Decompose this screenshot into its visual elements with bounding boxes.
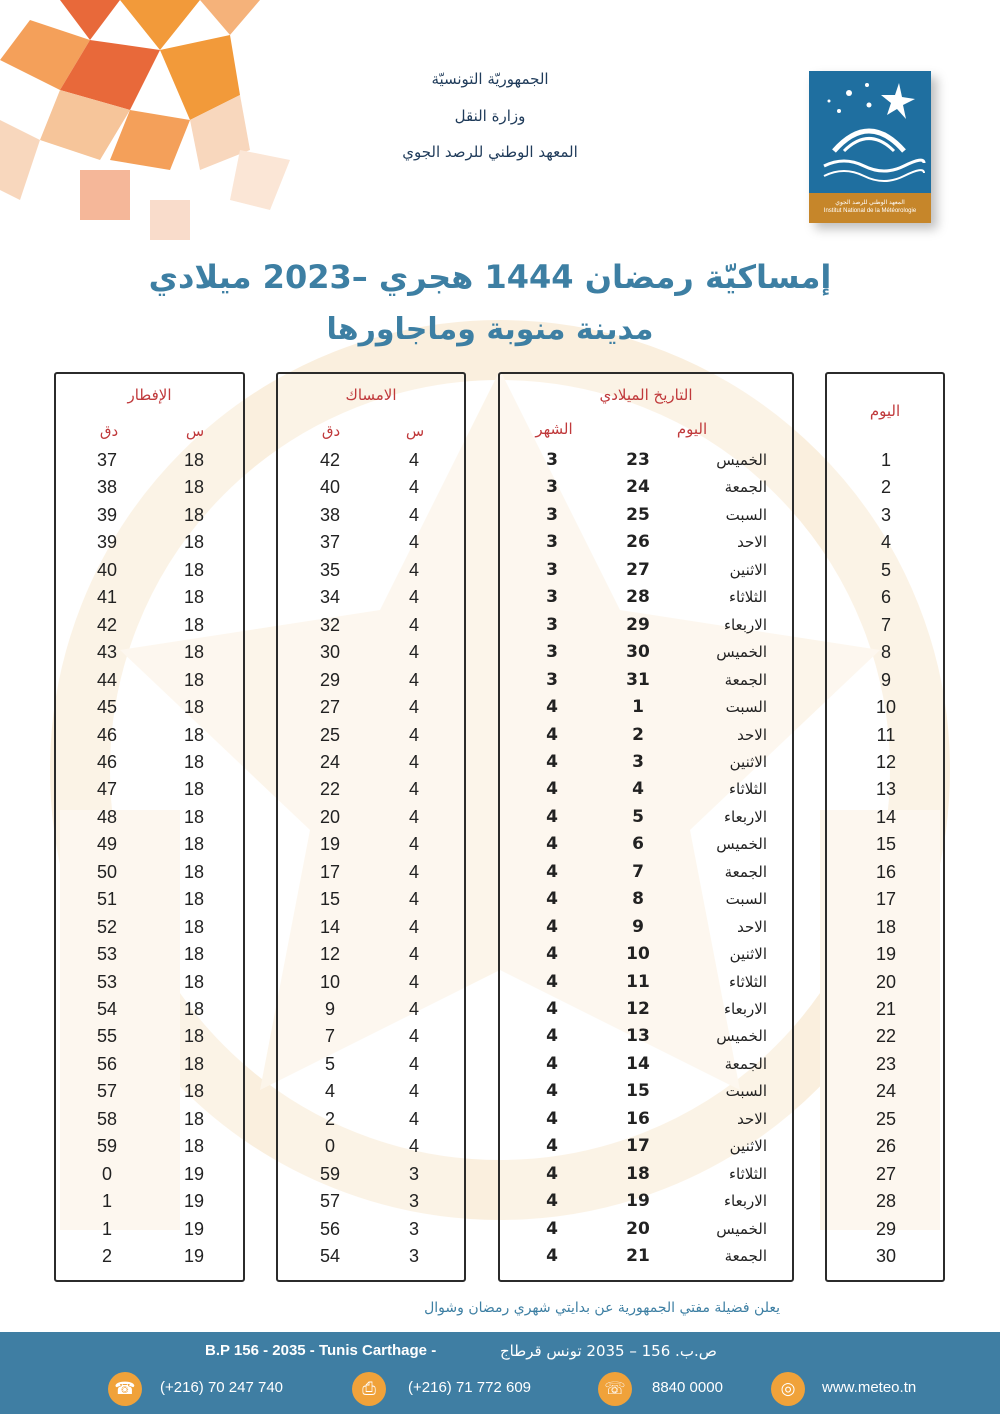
table-cell-ih: 4: [408, 889, 419, 910]
table-cell-im: 24: [319, 751, 341, 772]
table-cell-fh: 18: [183, 861, 205, 882]
table-cell-wd: الثلاثاء: [728, 780, 767, 799]
table-cell-fh: 18: [183, 1081, 205, 1102]
table-cell-fm: 55: [96, 1026, 118, 1047]
table-cell-m: 4: [546, 944, 558, 965]
table-cell-wd: الاثنين: [729, 752, 767, 771]
table-cell-im: 9: [324, 999, 335, 1019]
table-cell-d: 19: [875, 944, 897, 965]
table-cell-im: 27: [319, 697, 341, 718]
table-cell-g: 7: [632, 861, 644, 882]
table-cell-g: 11: [626, 971, 650, 992]
table-cell-im: 25: [319, 724, 341, 745]
table-cell-g: 18: [626, 1163, 650, 1184]
table-cell-im: 12: [319, 944, 341, 965]
footer-website[interactable]: www.meteo.tn: [822, 1379, 917, 1396]
table-cell-d: 9: [880, 669, 891, 690]
table-cell-fm: 53: [96, 971, 118, 992]
table-cell-m: 3: [546, 614, 558, 635]
table-cell-d: 28: [875, 1191, 897, 1212]
table-cell-im: 15: [319, 889, 341, 910]
table-cell-wd: السبت: [725, 698, 767, 717]
table-cell-ih: 4: [408, 642, 419, 663]
table-cell-fh: 18: [183, 559, 205, 580]
table-cell-fm: 39: [96, 532, 118, 553]
table-cell-fh: 18: [183, 779, 205, 800]
table-cell-wd: السبت: [725, 890, 767, 909]
table-cell-fh: 18: [183, 1053, 205, 1074]
table-cell-fh: 18: [183, 642, 205, 663]
table-cell-d: 20: [875, 971, 897, 992]
table-cell-m: 4: [546, 751, 558, 772]
table-cell-fm: 50: [96, 861, 118, 882]
table-cell-g: 20: [626, 1218, 650, 1239]
table-cell-g: 3: [632, 751, 644, 772]
table-cell-g: 15: [626, 1081, 650, 1102]
table-cell-g: 8: [632, 889, 644, 910]
decorative-pattern: [0, 0, 320, 260]
header-institute: المعهد الوطني للرصد الجوي: [402, 143, 578, 161]
table-cell-g: 16: [626, 1108, 650, 1129]
table-cell-ih: 4: [408, 724, 419, 745]
table-cell-im: 30: [319, 642, 341, 663]
table-cell-d: 21: [875, 999, 897, 1019]
table-cell-ih: 4: [408, 999, 419, 1019]
table-cell-fh: 18: [183, 587, 205, 608]
table-cell-wd: الجمعة: [724, 1054, 767, 1073]
table-cell-wd: الاثنين: [729, 1137, 767, 1156]
table-cell-g: 1: [632, 697, 644, 718]
gregorian-date-header: التاريخ الميلادي: [599, 386, 693, 404]
table-cell-fm: 37: [96, 450, 118, 470]
hotline-icon: ☏: [598, 1372, 632, 1406]
table-cell-g: 24: [626, 477, 650, 498]
table-cell-fh: 18: [183, 614, 205, 635]
table-cell-fm: 46: [96, 751, 118, 772]
table-cell-wd: السبت: [725, 1082, 767, 1101]
table-cell-g: 2: [632, 724, 644, 745]
institute-logo: [809, 71, 931, 223]
table-cell-m: 4: [546, 889, 558, 910]
table-cell-im: 22: [319, 779, 341, 800]
table-cell-ih: 4: [408, 532, 419, 553]
table-cell-fm: 54: [96, 999, 118, 1019]
table-cell-g: 25: [626, 504, 650, 525]
table-cell-fh: 18: [183, 999, 205, 1019]
table-cell-g: 29: [626, 614, 650, 635]
table-cell-fm: 0: [101, 1163, 112, 1184]
table-cell-fm: 51: [96, 889, 118, 910]
table-cell-fm: 45: [96, 697, 118, 718]
table-cell-ih: 4: [408, 1136, 419, 1157]
fax-icon: ⎙: [352, 1372, 386, 1406]
table-cell-im: 40: [319, 477, 341, 498]
table-cell-im: 37: [319, 532, 341, 553]
table-cell-m: 4: [546, 1081, 558, 1102]
table-cell-wd: الجمعة: [724, 478, 767, 497]
table-cell-ih: 3: [408, 1218, 419, 1239]
table-cell-wd: الثلاثاء: [728, 1164, 767, 1183]
phone-icon: ☎: [108, 1372, 142, 1406]
table-cell-im: 38: [319, 504, 341, 525]
table-cell-m: 3: [546, 587, 558, 608]
table-cell-m: 3: [546, 504, 558, 525]
table-cell-wd: الاحد: [737, 725, 767, 744]
table-cell-m: 3: [546, 642, 558, 663]
table-cell-m: 4: [546, 1191, 558, 1212]
table-cell-d: 12: [875, 751, 897, 772]
iftar-panel: [54, 372, 245, 1282]
table-cell-ih: 4: [408, 779, 419, 800]
table-cell-fm: 58: [96, 1108, 118, 1129]
table-cell-d: 22: [875, 1026, 897, 1047]
iftar-header: الإفطار: [127, 386, 172, 404]
table-cell-m: 3: [546, 669, 558, 690]
footer: [0, 1332, 1000, 1414]
table-cell-wd: الاحد: [737, 1109, 767, 1128]
table-cell-fh: 18: [183, 751, 205, 772]
table-cell-g: 19: [626, 1191, 650, 1212]
table-cell-fm: 46: [96, 724, 118, 745]
table-cell-m: 3: [546, 477, 558, 498]
table-cell-im: 20: [319, 806, 341, 827]
table-cell-ih: 4: [408, 861, 419, 882]
table-cell-fm: 48: [96, 806, 118, 827]
table-cell-im: 34: [319, 587, 341, 608]
announcement: يعلن فضيلة مفتي الجمهورية عن بدايتي شهري رمضان وشوال: [424, 1300, 780, 1316]
table-cell-g: 6: [632, 834, 644, 855]
table-cell-fm: 59: [96, 1136, 118, 1157]
table-cell-fm: 38: [96, 477, 118, 498]
table-cell-fh: 18: [183, 944, 205, 965]
imsak-hour-header: س: [405, 422, 425, 440]
table-cell-m: 4: [546, 806, 558, 827]
table-cell-fh: 18: [183, 1108, 205, 1129]
table-cell-d: 1: [880, 450, 891, 470]
table-cell-fm: 47: [96, 779, 118, 800]
table-cell-d: 6: [880, 587, 891, 608]
table-cell-fm: 53: [96, 944, 118, 965]
table-cell-d: 13: [875, 779, 897, 800]
table-cell-fh: 18: [183, 916, 205, 937]
table-cell-fh: 18: [183, 889, 205, 910]
table-cell-d: 3: [880, 504, 891, 525]
table-cell-g: 14: [626, 1053, 650, 1074]
table-cell-d: 27: [875, 1163, 897, 1184]
table-cell-m: 3: [546, 532, 558, 553]
table-cell-d: 7: [880, 614, 891, 635]
table-cell-d: 26: [875, 1136, 897, 1157]
table-cell-d: 4: [880, 532, 891, 553]
table-cell-fh: 18: [183, 1026, 205, 1047]
table-cell-m: 4: [546, 1136, 558, 1157]
table-cell-im: 59: [319, 1163, 341, 1184]
table-cell-m: 4: [546, 1246, 558, 1267]
table-cell-im: 5: [324, 1053, 335, 1074]
table-cell-d: 30: [875, 1246, 897, 1267]
table-cell-im: 17: [319, 861, 341, 882]
day-number-panel: [825, 372, 945, 1282]
table-cell-g: 5: [632, 806, 644, 827]
table-cell-fh: 18: [183, 477, 205, 498]
table-cell-wd: الاربعاء: [723, 1000, 767, 1018]
table-cell-ih: 3: [408, 1246, 419, 1267]
table-cell-ih: 4: [408, 669, 419, 690]
table-cell-wd: الاحد: [737, 917, 767, 936]
table-cell-fh: 18: [183, 834, 205, 855]
table-cell-ih: 4: [408, 450, 419, 470]
table-cell-d: 29: [875, 1218, 897, 1239]
table-cell-fh: 18: [183, 669, 205, 690]
table-cell-g: 4: [632, 779, 644, 800]
table-cell-fh: 19: [183, 1218, 205, 1239]
table-cell-ih: 4: [408, 587, 419, 608]
header-ministry: وزارة النقل: [454, 107, 526, 125]
table-cell-m: 4: [546, 697, 558, 718]
table-cell-g: 23: [626, 450, 650, 470]
table-cell-g: 30: [626, 642, 650, 663]
table-cell-d: 15: [875, 834, 897, 855]
table-cell-m: 4: [546, 861, 558, 882]
table-cell-ih: 4: [408, 504, 419, 525]
table-cell-wd: الاربعاء: [723, 1192, 767, 1211]
gregorian-date-panel: [498, 372, 794, 1282]
footer-hotline: 8840 0000: [652, 1379, 723, 1396]
table-cell-wd: الاثنين: [729, 945, 767, 964]
table-cell-ih: 4: [408, 1026, 419, 1047]
table-cell-ih: 4: [408, 1053, 419, 1074]
table-cell-m: 4: [546, 1108, 558, 1129]
table-cell-wd: السبت: [725, 505, 767, 524]
table-cell-wd: الاربعاء: [723, 615, 767, 634]
table-cell-d: 8: [880, 642, 891, 663]
table-cell-ih: 3: [408, 1191, 419, 1212]
table-cell-m: 4: [546, 834, 558, 855]
table-cell-fm: 43: [96, 642, 118, 663]
table-cell-m: 4: [546, 1163, 558, 1184]
table-cell-g: 10: [626, 944, 650, 965]
table-cell-wd: الجمعة: [724, 1247, 767, 1266]
table-cell-fm: 56: [96, 1053, 118, 1074]
imsak-header: الامساك: [345, 386, 397, 404]
table-cell-wd: الخميس: [716, 643, 767, 662]
table-cell-im: 32: [319, 614, 341, 635]
table-cell-im: 35: [319, 559, 341, 580]
table-cell-wd: الخميس: [716, 1219, 767, 1238]
table-cell-fh: 19: [183, 1191, 205, 1212]
table-cell-ih: 4: [408, 1108, 419, 1129]
table-cell-m: 4: [546, 1053, 558, 1074]
table-cell-m: 4: [546, 999, 558, 1019]
table-cell-d: 23: [875, 1053, 897, 1074]
table-cell-ih: 4: [408, 477, 419, 498]
table-cell-d: 11: [876, 724, 896, 745]
table-cell-wd: الخميس: [716, 1027, 767, 1046]
table-cell-wd: الخميس: [716, 835, 767, 854]
table-cell-im: 14: [319, 916, 341, 937]
table-cell-g: 26: [626, 532, 650, 553]
table-cell-ih: 4: [408, 751, 419, 772]
page-title: إمساكيّة رمضان 1444 هجري –2023 ميلادي: [148, 258, 832, 296]
table-cell-fh: 18: [183, 450, 205, 470]
date-month-header: الشهر: [535, 420, 573, 438]
table-cell-g: 13: [626, 1026, 650, 1047]
table-cell-g: 12: [626, 999, 650, 1019]
table-cell-m: 4: [546, 1218, 558, 1239]
table-cell-im: 56: [319, 1218, 341, 1239]
table-cell-im: 19: [319, 834, 341, 855]
table-cell-im: 2: [324, 1108, 335, 1129]
table-cell-wd: الثلاثاء: [728, 588, 767, 607]
table-cell-wd: الجمعة: [724, 862, 767, 881]
table-cell-d: 10: [875, 697, 897, 718]
footer-address-fr: B.P 156 - 2035 - Tunis Carthage -: [205, 1342, 437, 1359]
table-cell-d: 2: [880, 477, 891, 498]
table-cell-ih: 4: [408, 944, 419, 965]
table-cell-im: 29: [319, 669, 341, 690]
iftar-minute-header: دق: [99, 422, 119, 440]
table-cell-fm: 1: [101, 1218, 112, 1239]
table-cell-g: 17: [626, 1136, 650, 1157]
table-cell-ih: 4: [408, 697, 419, 718]
table-cell-wd: الخميس: [716, 451, 767, 469]
table-cell-im: 57: [319, 1191, 341, 1212]
footer-phone: (+216) 70 247 740: [160, 1379, 284, 1396]
table-cell-fm: 41: [96, 587, 118, 608]
footer-address-ar: ص.ب. 156 – 2035 تونس قرطاج: [500, 1342, 717, 1360]
table-cell-fh: 19: [183, 1163, 205, 1184]
table-cell-wd: الاحد: [737, 533, 767, 552]
table-cell-m: 4: [546, 916, 558, 937]
table-cell-fm: 42: [96, 614, 118, 635]
table-cell-im: 7: [324, 1026, 335, 1047]
day-header: اليوم: [869, 402, 901, 420]
table-cell-ih: 4: [408, 834, 419, 855]
table-cell-d: 18: [875, 916, 897, 937]
table-cell-fh: 19: [183, 1246, 205, 1267]
table-cell-m: 3: [546, 559, 558, 580]
table-cell-m: 4: [546, 971, 558, 992]
date-day-header: اليوم: [676, 420, 708, 438]
table-cell-g: 9: [632, 916, 644, 937]
table-cell-g: 28: [626, 587, 650, 608]
imsak-minute-header: دق: [321, 422, 341, 440]
table-cell-fm: 52: [96, 916, 118, 937]
table-cell-im: 10: [319, 971, 341, 992]
footer-fax: (+216) 71 772 609: [408, 1379, 532, 1396]
iftar-hour-header: س: [185, 422, 205, 440]
table-cell-ih: 4: [408, 916, 419, 937]
table-cell-fm: 2: [101, 1246, 112, 1267]
table-cell-fm: 40: [96, 559, 118, 580]
table-cell-im: 4: [324, 1081, 335, 1102]
table-cell-m: 3: [546, 450, 558, 470]
logo-caption: المعهد الوطني للرصد الجوي Institut National de la Météorologie: [809, 193, 931, 223]
table-cell-fm: 1: [101, 1191, 112, 1212]
table-cell-ih: 4: [408, 971, 419, 992]
logo-emblem-icon: [809, 71, 931, 193]
table-cell-fm: 49: [96, 834, 118, 855]
table-cell-wd: الجمعة: [724, 670, 767, 689]
table-cell-im: 0: [324, 1136, 335, 1157]
table-cell-fh: 18: [183, 697, 205, 718]
table-cell-ih: 3: [408, 1163, 419, 1184]
table-cell-g: 31: [626, 669, 650, 690]
table-cell-fh: 18: [183, 724, 205, 745]
table-cell-ih: 4: [408, 614, 419, 635]
table-cell-ih: 4: [408, 1081, 419, 1102]
table-cell-d: 5: [880, 559, 891, 580]
table-cell-fm: 57: [96, 1081, 118, 1102]
table-cell-ih: 4: [408, 559, 419, 580]
table-cell-d: 14: [875, 806, 897, 827]
table-cell-g: 21: [626, 1246, 650, 1267]
table-cell-fh: 18: [183, 504, 205, 525]
table-cell-fm: 39: [96, 504, 118, 525]
table-cell-d: 16: [875, 861, 897, 882]
page-subtitle: مدينة منوبة وماجاورها: [326, 312, 654, 347]
table-cell-wd: الاربعاء: [723, 807, 767, 826]
table-cell-d: 17: [875, 889, 897, 910]
table-cell-d: 25: [875, 1108, 897, 1129]
table-cell-m: 4: [546, 724, 558, 745]
table-cell-im: 54: [319, 1246, 341, 1267]
table-cell-wd: الثلاثاء: [728, 972, 767, 991]
table-cell-fm: 44: [96, 669, 118, 690]
table-cell-wd: الاثنين: [729, 560, 767, 579]
table-cell-fh: 18: [183, 532, 205, 553]
header-republic: الجمهوريّة التونسيّة: [431, 70, 549, 88]
table-cell-d: 24: [875, 1081, 897, 1102]
table-cell-im: 42: [319, 450, 341, 470]
globe-icon[interactable]: ◎: [771, 1372, 805, 1406]
imsak-panel: [276, 372, 466, 1282]
table-cell-m: 4: [546, 1026, 558, 1047]
table-cell-fh: 18: [183, 806, 205, 827]
table-cell-g: 27: [626, 559, 650, 580]
table-cell-ih: 4: [408, 806, 419, 827]
table-cell-fh: 18: [183, 971, 205, 992]
table-cell-fh: 18: [183, 1136, 205, 1157]
table-cell-m: 4: [546, 779, 558, 800]
